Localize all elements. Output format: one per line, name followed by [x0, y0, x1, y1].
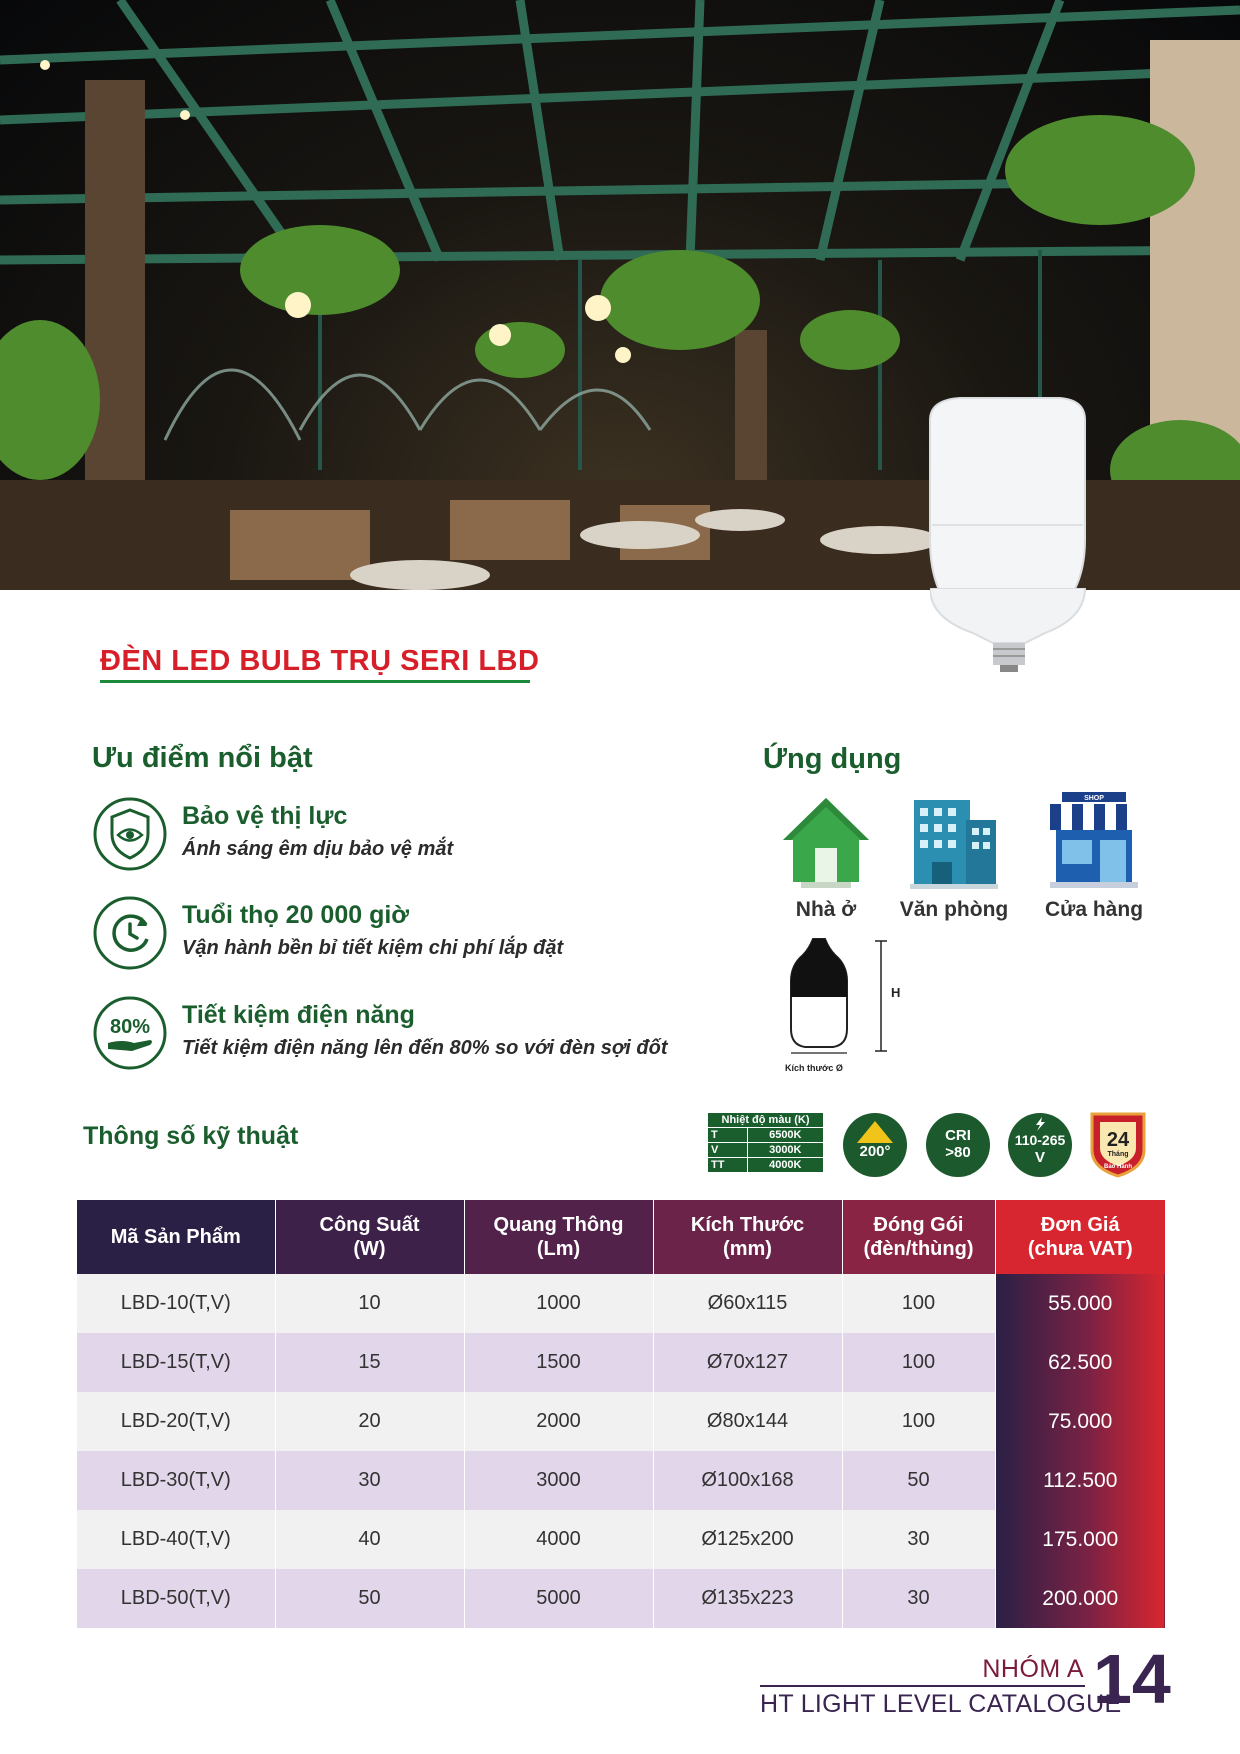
- cri-badge: [926, 1113, 990, 1177]
- cell-packaging: 30: [842, 1569, 995, 1628]
- product-title: ĐÈN LED BULB TRỤ SERI LBD: [100, 645, 540, 677]
- cell-unit-price: 62.500: [995, 1333, 1165, 1392]
- header-packaging: Đóng Gói (đèn/thùng): [842, 1200, 995, 1274]
- advantage-item-eye-protection: [92, 796, 732, 876]
- header-dimensions: Kích Thước (mm): [653, 1200, 842, 1274]
- cell-product-code: LBD-30(T,V): [77, 1451, 275, 1510]
- cell-power: 30: [275, 1451, 464, 1510]
- cell-power: 40: [275, 1510, 464, 1569]
- percent-badge-text: 80%: [109, 1016, 151, 1038]
- header-unit-price: Đơn Giá (chưa VAT): [995, 1200, 1165, 1274]
- specs-heading: Thông số kỹ thuật: [83, 1122, 299, 1150]
- cell-power: 10: [275, 1274, 464, 1333]
- cell-unit-price: 55.000: [995, 1274, 1165, 1333]
- cell-unit-price: 200.000: [995, 1569, 1165, 1628]
- advantage-desc: Vận hành bền bỉ tiết kiệm chi phí lắp đặt: [182, 937, 564, 959]
- cri-value: >80: [945, 1144, 971, 1161]
- cell-dimensions: Ø70x127: [653, 1333, 842, 1392]
- beam-angle-icon: [843, 1113, 907, 1143]
- title-underline: [100, 680, 530, 683]
- cell-luminous-flux: 3000: [464, 1451, 653, 1510]
- advantage-desc: Tiết kiệm điện năng lên đến 80% so với đèn sợi đốt: [182, 1037, 668, 1059]
- color-temperature-table: [707, 1112, 824, 1173]
- table-row: [77, 1451, 1165, 1510]
- advantage-title: Tuổi thọ 20 000 giờ: [182, 901, 410, 929]
- cell-power: 20: [275, 1392, 464, 1451]
- cell-packaging: 100: [842, 1333, 995, 1392]
- footer-divider: [760, 1685, 1085, 1687]
- table-row: [77, 1569, 1165, 1628]
- warranty-label: Bảo Hành: [1103, 1164, 1133, 1170]
- table-row: [77, 1274, 1165, 1333]
- cell-luminous-flux: 1000: [464, 1274, 653, 1333]
- color-temp-value: 4000K: [747, 1158, 823, 1173]
- voltage-badge: [1008, 1113, 1072, 1177]
- shop-icon: [1044, 790, 1144, 890]
- header-power: Công Suất (W): [275, 1200, 464, 1274]
- dimension-height-label: H: [891, 985, 901, 1000]
- cri-label: CRI: [945, 1127, 971, 1144]
- cell-dimensions: Ø60x115: [653, 1274, 842, 1333]
- house-icon: [781, 790, 871, 890]
- advantage-desc: Ánh sáng êm dịu bảo vệ mắt: [182, 838, 454, 860]
- header-product-code: Mã Sản Phẩm: [77, 1200, 275, 1274]
- application-label: Văn phòng: [899, 898, 1009, 921]
- warranty-months: 24: [1106, 1129, 1130, 1151]
- percent-hand-icon: [92, 995, 168, 1071]
- cell-luminous-flux: 5000: [464, 1569, 653, 1628]
- footer-group-label: NHÓM A: [982, 1655, 1084, 1683]
- hero-illustration: [0, 0, 1240, 590]
- beam-angle-badge: [843, 1113, 907, 1177]
- cell-luminous-flux: 4000: [464, 1510, 653, 1569]
- cell-luminous-flux: 2000: [464, 1392, 653, 1451]
- shop-sign-text: SHOP: [1084, 795, 1104, 802]
- cell-product-code: LBD-50(T,V): [77, 1569, 275, 1628]
- warranty-unit: Tháng: [1107, 1151, 1129, 1158]
- color-temp-code: T: [708, 1128, 748, 1143]
- bulb-dimension-diagram: [785, 935, 925, 1075]
- office-building-icon: [906, 790, 1002, 890]
- application-label: Nhà ở: [795, 898, 857, 921]
- cell-product-code: LBD-20(T,V): [77, 1392, 275, 1451]
- cell-unit-price: 112.500: [995, 1451, 1165, 1510]
- header-luminous-flux: Quang Thông (Lm): [464, 1200, 653, 1274]
- bulb-base-icon: [930, 588, 1090, 678]
- cell-dimensions: Ø125x200: [653, 1510, 842, 1569]
- color-temp-code: TT: [708, 1158, 748, 1173]
- cell-dimensions: Ø135x223: [653, 1569, 842, 1628]
- hero-restaurant-photo: [0, 0, 1240, 590]
- cell-product-code: LBD-15(T,V): [77, 1333, 275, 1392]
- product-price-table: [77, 1200, 1165, 1628]
- clock-refresh-icon: [92, 895, 168, 971]
- advantages-heading: Ưu điểm nổi bật: [92, 742, 313, 774]
- advantage-title: Bảo vệ thị lực: [182, 802, 348, 830]
- voltage-unit: V: [1034, 1149, 1045, 1166]
- advantage-item-lifespan: [92, 895, 732, 975]
- application-item-house: [756, 790, 896, 922]
- cell-dimensions: Ø80x144: [653, 1392, 842, 1451]
- cell-power: 15: [275, 1333, 464, 1392]
- table-row: [77, 1510, 1165, 1569]
- cell-luminous-flux: 1500: [464, 1333, 653, 1392]
- color-temp-code: V: [708, 1143, 748, 1158]
- eye-shield-icon: [92, 796, 168, 872]
- cell-product-code: LBD-40(T,V): [77, 1510, 275, 1569]
- warranty-shield-icon: [1088, 1110, 1148, 1178]
- cell-unit-price: 175.000: [995, 1510, 1165, 1569]
- application-item-office: [884, 790, 1024, 922]
- color-temp-value: 3000K: [747, 1143, 823, 1158]
- applications-heading: Ứng dụng: [763, 743, 902, 775]
- advantage-title: Tiết kiệm điện năng: [182, 1001, 415, 1029]
- cell-power: 50: [275, 1569, 464, 1628]
- table-row: [77, 1392, 1165, 1451]
- advantage-item-energy-saving: [92, 995, 732, 1075]
- table-header-row: [77, 1200, 1165, 1274]
- dimension-diameter-label: Kích thước Ø: [785, 1063, 843, 1073]
- cell-dimensions: Ø100x168: [653, 1451, 842, 1510]
- cell-packaging: 30: [842, 1510, 995, 1569]
- cell-packaging: 100: [842, 1274, 995, 1333]
- voltage-range: 110-265: [1014, 1132, 1066, 1148]
- lightning-icon: [1008, 1116, 1072, 1132]
- footer-catalogue-title: HT LIGHT LEVEL CATALOGUE: [760, 1690, 1122, 1718]
- page-number: 14: [1093, 1640, 1171, 1718]
- table-row: [77, 1333, 1165, 1392]
- cell-product-code: LBD-10(T,V): [77, 1274, 275, 1333]
- beam-angle-value: 200°: [859, 1143, 891, 1160]
- led-bulb-product-image: [930, 398, 1085, 590]
- cell-packaging: 50: [842, 1451, 995, 1510]
- color-temp-value: 6500K: [747, 1128, 823, 1143]
- cell-unit-price: 75.000: [995, 1392, 1165, 1451]
- color-temp-header: Nhiệt độ màu (K): [708, 1113, 824, 1128]
- application-item-shop: [1024, 790, 1164, 922]
- cell-packaging: 100: [842, 1392, 995, 1451]
- application-label: Cửa hàng: [1044, 898, 1144, 921]
